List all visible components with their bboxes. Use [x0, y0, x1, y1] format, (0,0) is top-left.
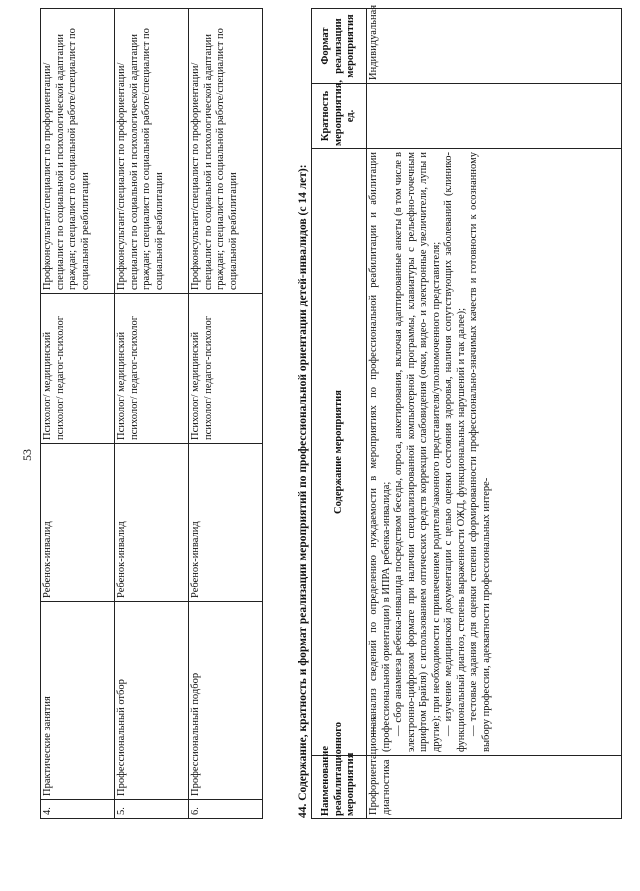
row-number: 4. — [41, 800, 115, 819]
header-content: Содержание мероприятия — [312, 149, 367, 756]
header-name: Наименование реабилитационного мероприятия — [312, 756, 367, 819]
header-frequency: Кратность мероприятия, ед. — [312, 84, 367, 149]
specialists: Профконсультант/специалист по профориентации/специалист по социальной и психологической адаптации граждан; специалист по социальной работе/специалист по социальной реабилитации — [189, 9, 263, 294]
activity-name: Профориентационная диагностика — [367, 756, 622, 819]
table-row — [189, 9, 263, 819]
section-heading: 44. Содержание, кратность и формат реализации мероприятий по профессиональной ориентации детей-инвалидов (с 14 лет): — [297, 164, 309, 818]
activity-name: Профессиональный подбор — [189, 602, 263, 800]
row-number: 5. — [115, 800, 189, 819]
target-group: Ребенок-инвалид — [41, 444, 115, 602]
page-number: 53 — [20, 449, 34, 461]
performers: Психолог/ медицинский психолог/ педагог-психолог — [41, 294, 115, 444]
performers: Психолог/ медицинский психолог/ педагог-психолог — [189, 294, 263, 444]
table-row — [115, 9, 189, 819]
content-paragraph: — анализ сведений по определению нуждаемости в мероприятиях по профессиональной реабилитации и абилитации (профессиональной ориентации) в ИПРА ребенка-инвалида; — [368, 152, 392, 752]
table-row — [41, 9, 115, 819]
specialists: Профконсультант/специалист по профориентации/специалист по социальной и психологической адаптации граждан; специалист по социальной работе/специалист по социальной реабилитации — [115, 9, 189, 294]
activity-content — [367, 149, 622, 756]
activity-frequency — [367, 84, 622, 149]
target-group: Ребенок-инвалид — [115, 444, 189, 602]
activity-name: Профессиональный отбор — [115, 602, 189, 800]
row-number: 6. — [189, 800, 263, 819]
content-paragraph: — тестовые задания для оценки степени сформированности профессионально-значимых качеств и готовности к осознанному выбору профессии, адекватности профессиональных интере- — [468, 152, 492, 752]
career-guidance-table — [311, 4, 622, 819]
header-format: Формат реализации мероприятия — [312, 9, 367, 84]
activity-format: Индивидуальная — [367, 9, 622, 84]
target-group: Ребенок-инвалид — [189, 444, 263, 602]
specialists: Профконсультант/специалист по профориентации/специалист по социальной и психологической адаптации граждан; специалист по социальной работе/специалист по социальной реабилитации — [41, 9, 115, 294]
content-paragraph: — сбор анамнеза ребенка-инвалида посредством беседы, опроса, анкетирования, включая адаптированные анкеты (в том числе в электронно-цифровом формате при наличии специализированной компьютерной программы, клавиатуры с рельефно-точечным шрифтом Брайля) с использованием оптических средств коррекции слабовидения (очки, видео- и электронные увеличители, лупы и другие); при необходимости с привлечением родителя/законного представителя/уполномоченного представителя; — [393, 152, 442, 752]
content-paragraph: — изучение медицинской документации с целью оценки состояния здоровья, наличия сопутствующих заболеваний (клинико-функциональный диагноз, степень выраженности ОЖД, функциональных нарушений и так далее); — [443, 152, 467, 752]
table-row — [367, 9, 622, 819]
specialists-table — [40, 8, 263, 819]
performers: Психолог/ медицинский психолог/ педагог-психолог — [115, 294, 189, 444]
table-header-row — [312, 9, 367, 819]
activity-name: Практические занятия — [41, 602, 115, 800]
